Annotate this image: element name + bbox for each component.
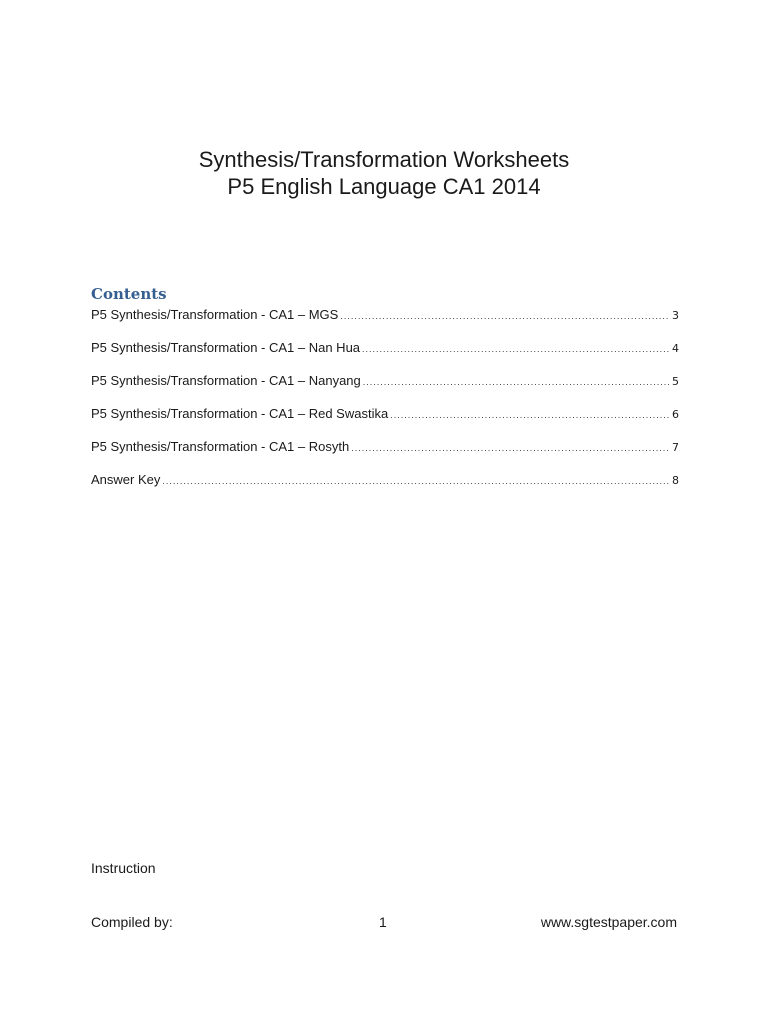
document-title (0, 146, 768, 200)
toc-dot-leader (340, 311, 670, 321)
title-line-2: P5 English Language CA1 2014 (227, 174, 541, 199)
instruction-label: Instruction (91, 860, 156, 876)
toc-entry-title: P5 Synthesis/Transformation - CA1 – Nan Hua (91, 340, 361, 355)
toc-entry-page: 7 (672, 441, 679, 454)
footer-compiled-by: Compiled by: (91, 914, 173, 930)
toc-entry-page: 4 (672, 342, 679, 355)
toc-dot-leader (162, 476, 670, 486)
title-line-1: Synthesis/Transformation Worksheets (198, 147, 570, 172)
toc-entry-answer-key[interactable] (91, 472, 679, 505)
toc-entry-page: 6 (672, 408, 679, 421)
toc-entry-title: P5 Synthesis/Transformation - CA1 – Nanyang (91, 373, 361, 388)
toc-entry-page: 3 (672, 309, 679, 322)
toc-dot-leader (390, 410, 670, 420)
contents-heading: Contents (91, 285, 167, 303)
toc-entry-red-swastika[interactable] (91, 406, 679, 439)
toc-entry-title: Answer Key (91, 472, 161, 487)
toc-entry-title: P5 Synthesis/Transformation - CA1 – MGS (91, 307, 339, 322)
toc-dot-leader (351, 443, 670, 453)
toc-entry-nan-hua[interactable] (91, 340, 679, 373)
footer-page-number: 1 (379, 914, 387, 930)
toc-entry-title: P5 Synthesis/Transformation - CA1 – Rosyth (91, 439, 350, 454)
toc-entry-nanyang[interactable] (91, 373, 679, 406)
toc-dot-leader (362, 344, 670, 354)
toc-dot-leader (363, 377, 670, 387)
toc-entry-mgs[interactable] (91, 307, 679, 340)
toc-entry-page: 5 (672, 375, 679, 388)
toc-entry-rosyth[interactable] (91, 439, 679, 472)
toc-entry-page: 8 (672, 474, 679, 487)
toc-entry-title: P5 Synthesis/Transformation - CA1 – Red Swastika (91, 406, 389, 421)
table-of-contents (91, 307, 679, 505)
footer-website: www.sgtestpaper.com (540, 914, 677, 930)
